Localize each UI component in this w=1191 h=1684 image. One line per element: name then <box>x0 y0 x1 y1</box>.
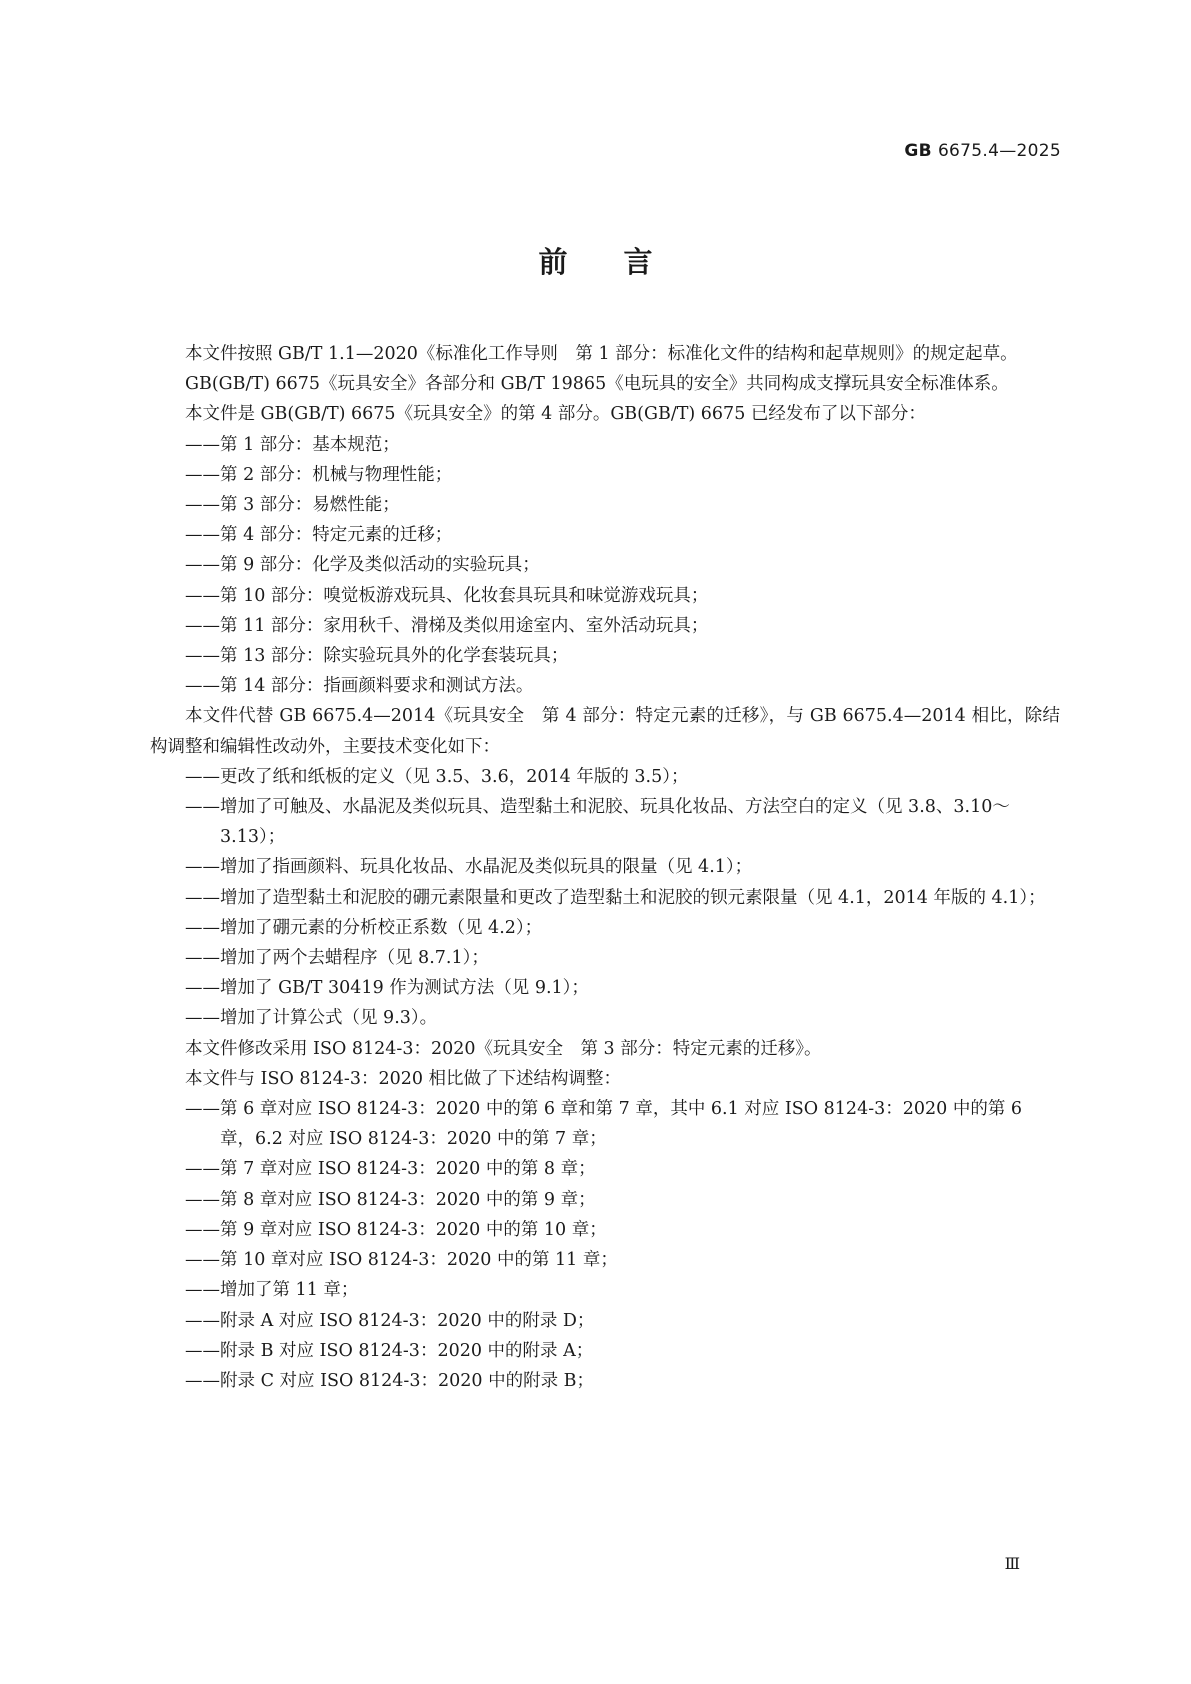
list-item: ——增加了计算公式（见 9.3）。 <box>185 1008 438 1029</box>
list-item: ——附录 A 对应 ISO 8124-3：2020 中的附录 D； <box>185 1310 595 1331</box>
paragraph: 本文件代替 GB 6675.4—2014《玩具安全 第 4 部分：特定元素的迁移》，与 GB 6675.4—2014 相比，除结构调整和编辑性改动外，主要技术变化如下： <box>150 706 1060 757</box>
list-item: ——增加了第 11 章； <box>185 1280 359 1301</box>
paragraph: GB(GB/T) 6675《玩具安全》各部分和 GB/T 19865《电玩具的安全》共同构成支撑玩具安全标准体系。 <box>185 374 1009 395</box>
list-item: ——第 6 章对应 ISO 8124-3：2020 中的第 6 章和第 7 章，其中 6.1 对应 ISO 8124-3：2020 中的第 6 章，6.2 对应 ISO 8124-3：2020 中的第 7 章； <box>185 1099 1023 1150</box>
list-item: ——增加了可触及、水晶泥及类似玩具、造型黏土和泥胶、玩具化妆品、方法空白的定义（见 3.8、3.10～3.13）； <box>185 797 1010 848</box>
standard-number <box>904 141 1061 161</box>
list-item: ——附录 C 对应 ISO 8124-3：2020 中的附录 B； <box>185 1370 594 1391</box>
standard-prefix: GB <box>904 141 932 161</box>
list-item: ——增加了两个去蜡程序（见 8.7.1）； <box>185 948 489 969</box>
list-item: ——附录 B 对应 ISO 8124-3：2020 中的附录 A； <box>185 1340 594 1361</box>
page-number: Ⅲ <box>1004 1554 1020 1573</box>
list-item: ——第 8 章对应 ISO 8124-3：2020 中的第 9 章； <box>185 1189 596 1210</box>
paragraph: 本文件是 GB(GB/T) 6675《玩具安全》的第 4 部分。GB(GB/T) 6675 已经发布了以下部分： <box>185 404 926 425</box>
list-item: ——第 10 章对应 ISO 8124-3：2020 中的第 11 章； <box>185 1250 618 1271</box>
list-item: ——第 2 部分：机械与物理性能； <box>185 464 453 485</box>
list-item: ——第 9 部分：化学及类似活动的实验玩具； <box>185 555 540 576</box>
list-item: ——第 9 章对应 ISO 8124-3：2020 中的第 10 章； <box>185 1219 607 1240</box>
list-item: ——第 3 部分：易燃性能； <box>185 495 400 516</box>
list-item: ——第 10 部分：嗅觉板游戏玩具、化妆套具玩具和味觉游戏玩具； <box>185 585 709 606</box>
list-item: ——第 1 部分：基本规范； <box>185 434 400 455</box>
list-item: ——第 7 章对应 ISO 8124-3：2020 中的第 8 章； <box>185 1159 596 1180</box>
paragraph: 本文件按照 GB/T 1.1—2020《标准化工作导则 第 1 部分：标准化文件的结构和起草规则》的规定起草。 <box>185 344 1018 364</box>
list-item: ——更改了纸和纸板的定义（见 3.5、3.6，2014 年版的 3.5）； <box>185 766 689 787</box>
document-body <box>150 339 1060 1396</box>
list-item: ——第 14 部分：指画颜料要求和测试方法。 <box>185 676 534 697</box>
list-item: ——第 11 部分：家用秋千、滑梯及类似用途室内、室外活动玩具； <box>185 615 709 636</box>
standard-code: 6675.4—2025 <box>937 141 1061 161</box>
paragraph: 本文件修改采用 ISO 8124-3：2020《玩具安全 第 3 部分：特定元素的迁移》。 <box>185 1038 822 1059</box>
list-item: ——增加了造型黏土和泥胶的硼元素限量和更改了造型黏土和泥胶的钡元素限量（见 4.1，2014 年版的 4.1）； <box>185 887 1046 908</box>
page-title: 前言 <box>538 245 709 279</box>
paragraph: 本文件与 ISO 8124-3：2020 相比做了下述结构调整： <box>185 1068 622 1089</box>
list-item: ——增加了 GB/T 30419 作为测试方法（见 9.1）； <box>185 978 589 999</box>
list-item: ——增加了指画颜料、玩具化妆品、水晶泥及类似玩具的限量（见 4.1）； <box>185 857 753 878</box>
list-item: ——增加了硼元素的分析校正系数（见 4.2）； <box>185 917 543 938</box>
list-item: ——第 13 部分：除实验玩具外的化学套装玩具； <box>185 646 569 667</box>
list-item: ——第 4 部分：特定元素的迁移； <box>185 525 453 546</box>
